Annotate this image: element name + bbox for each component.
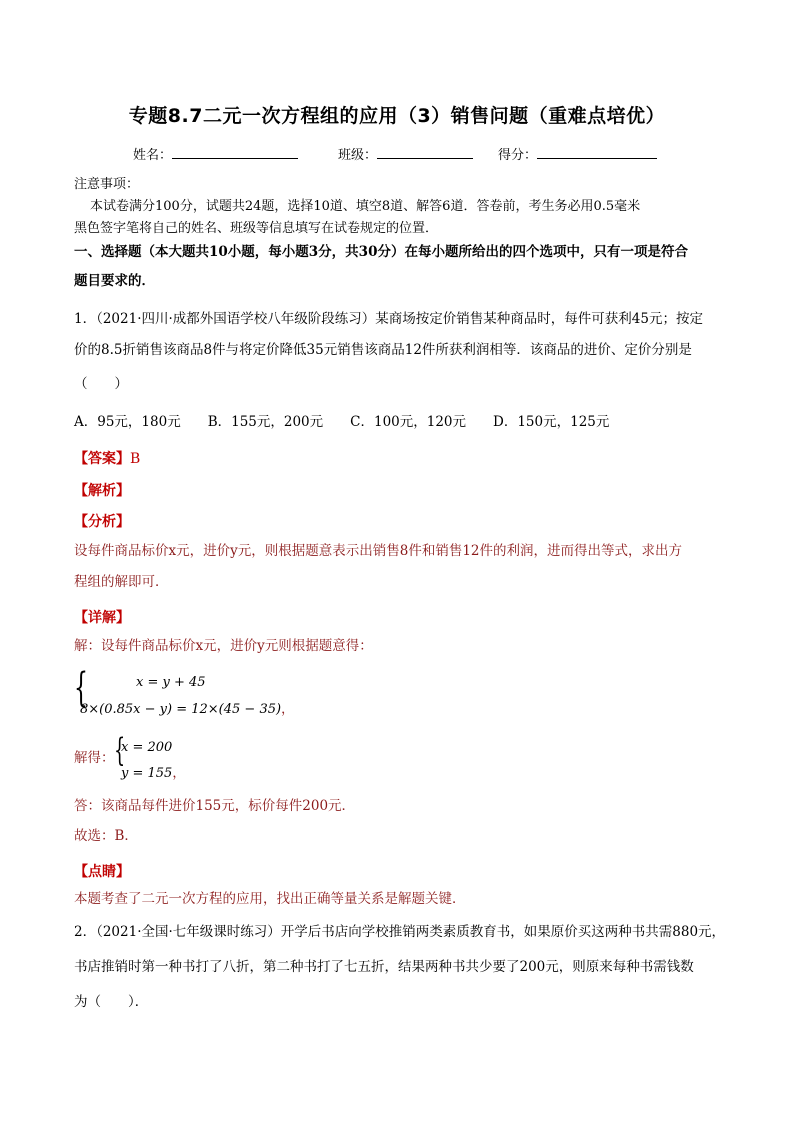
choose-line: 故选：B． [74, 828, 138, 844]
section-1-heading: 一、选择题（本大题共10小题，每小题3分，共30分）在每小题所给出的四个选项中，只有一项是符合 [74, 244, 688, 260]
detail-line: 解：设每件商品标价x元，进价y元则根据题意得： [74, 638, 373, 654]
score-label: 得分： [498, 148, 538, 163]
review-tag: 【点睛】 [74, 864, 130, 880]
class-blank[interactable] [377, 146, 473, 159]
solution-1: x = 200 [121, 740, 173, 755]
score-field[interactable] [498, 144, 657, 163]
class-field[interactable] [338, 144, 473, 163]
answer-value: B [130, 451, 141, 467]
solution-2 [121, 762, 185, 781]
equation-2 [80, 698, 294, 717]
solution-comma: ， [172, 766, 186, 781]
notice-heading: 注意事项： [74, 177, 140, 192]
answer-tag: 【答案】 [74, 451, 130, 467]
q2-stem-line-3: 为（ ）． [74, 994, 149, 1010]
detail-tag: 【详解】 [74, 610, 130, 626]
solution-brace: { [114, 731, 126, 769]
name-field[interactable] [133, 144, 298, 163]
equation-2-text: 8×(0.85x − y) = 12×(45 − 35) [80, 702, 282, 717]
q2-stem-line-2: 书店推销时第一种书打了八折，第二种书打了七五折，结果两种书共少要了200元，则原来每种书需钱数 [74, 959, 694, 975]
equation-brace: { [74, 665, 88, 711]
notice-line-2: 黑色签字笔将自己的姓名、班级等信息填写在试卷规定的位置． [74, 221, 439, 236]
name-label: 姓名： [133, 148, 173, 163]
analysis-tag: 【解析】 [74, 483, 130, 499]
q1-options: A．95元，180元 B．155元，200元 C．100元，120元 D．150元，125元 [74, 414, 610, 430]
fenxi-line-2: 程组的解即可． [74, 574, 169, 590]
equation-1: x = y + 45 [136, 675, 206, 690]
solution-2-text: y = 155 [121, 766, 173, 781]
name-blank[interactable] [172, 146, 298, 159]
review-text: 本题考查了二元一次方程的应用，找出正确等量关系是解题关键． [74, 891, 466, 907]
score-blank[interactable] [537, 146, 657, 159]
notice-line-1: 本试卷满分100分，试题共24题，选择10道、填空8道、解答6道．答卷前，考生务必用0.5毫米 [90, 199, 641, 214]
fenxi-line-1: 设每件商品标价x元，进价y元，则根据题意表示出销售8件和销售12件的利润，进而得出等式，求出方 [74, 543, 683, 559]
conclusion: 答：该商品每件进价155元，标价每件200元． [74, 798, 356, 814]
section-1-heading-cont: 题目要求的． [74, 273, 155, 289]
class-label: 班级： [338, 148, 378, 163]
page-title: 专题8.7二元一次方程组的应用（3）销售问题（重难点培优） [128, 105, 666, 127]
solve-label: 解得： [74, 750, 115, 766]
q1-stem-line-3: （ ） [74, 376, 128, 392]
equation-comma: ， [281, 702, 295, 717]
q1-stem-line-2: 价的8.5折销售该商品8件与将定价降低35元销售该商品12件所获利润相等．该商品的进价、定价分别是 [74, 342, 692, 358]
q1-stem-line-1: 1．（2021·四川·成都外国语学校八年级阶段练习）某商场按定价销售某种商品时，每件可获利45元；按定 [74, 311, 703, 327]
q1-answer-row [74, 448, 140, 468]
fenxi-tag: 【分析】 [74, 514, 130, 530]
q2-stem-line-1: 2．（2021·全国·七年级课时练习）开学后书店向学校推销两类素质教育书，如果原价买这两种书共需880元， [74, 924, 726, 940]
